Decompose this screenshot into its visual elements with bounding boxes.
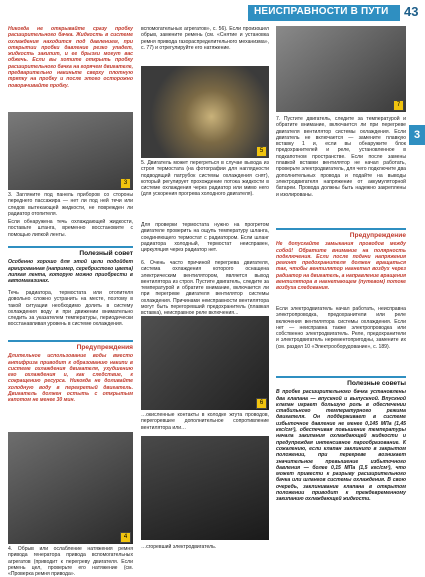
photo-belt [8, 432, 133, 544]
photo-fan-motor [141, 436, 269, 540]
tip-title: Полезный совет [79, 250, 133, 257]
col2-top-text: вспомогательных агрегатов», с. 56). Если произошел обрыв, замените ремень (см. «Снятие и установка ремня привода газораспределительного механизма», с. 77) и отрегулируйте его натяжение. [141, 26, 269, 51]
warning-text: Никогда не открывайте сразу пробку расширительного бачка. Жидкость в системе охлаждения находится под давлением, при открытии пробки давление резко упадет, жидкость закипит, и ее брызги могут вас обжечь. Если вы хотите открыть пробку расширительного бачка на горячем двигателе, предварительно накиньте сверху плотную тряпку на пробку и после этого осторожно поворачивайте пробку. [8, 26, 133, 89]
col2-check [141, 222, 269, 260]
warning-box-2 [276, 226, 406, 302]
warning-box [8, 338, 133, 404]
step3-text: 3. Загляните под панель приборов со стороны переднего пассажира — нет ли под ней течи или следов вытекающей жидкости, не поврежден ли радиатор отопителя. [8, 192, 133, 217]
caption-bot-text: …сгоревший электродвигатель. [141, 544, 217, 550]
photo-badge: 3 [120, 178, 131, 189]
warning-body-2: Не допускайте замыкания проводов между собой! Обратите внимание на полярность подключения. Если после подачи напряжения ремонт предохранителя должен вращаться так, чтобы вентилятор нагнетал воздух через радиатор на двигатель, а направление вращения вентилятора в нагнетающем (путевом) потоке воздуха следования. [276, 241, 407, 292]
tip-bar [8, 246, 133, 248]
col2-caption-bot [141, 544, 269, 556]
photo-badge: 5 [256, 146, 267, 157]
col1-warning-top [8, 26, 133, 120]
chapter-tab: 3 [409, 125, 425, 145]
warning-bar-2 [276, 228, 406, 230]
caption-mid-text: …окисленные контакты в колодке жгута проводов, перегоревшее дополнительное сопротивление вентилятора или… [141, 412, 269, 431]
page-number: 43 [404, 4, 419, 19]
tips-box [276, 374, 406, 566]
col3-step7 [276, 116, 406, 224]
step4-text: 4. Обрыв или ослабление натяжения ремня привода генератора привода вспомогательных агрегатов (приводит к перегреву двигателя. Если ремень цел, проверьте его натяжение (см. «Проверка ремня привода». [8, 546, 133, 577]
tips-title: Полезные советы [347, 380, 406, 387]
section-title: НЕИСПРАВНОСТИ В ПУТИ [254, 6, 389, 17]
col2-step6 [141, 260, 269, 316]
warning-body: Длительное использование воды вместо антифриза приводит к образованию накипи в системе охлаждения двигателя, ухудшению его охлаждения и, как следствие, к сокращению ресурса. Никогда не доливайте холодную воду в перегретый двигатель. Двигатель должен остыть с открытым капотом не менее 30 мин. [8, 353, 133, 404]
warning-bar [8, 340, 133, 342]
photo-badge: 7 [393, 100, 404, 111]
after-step3-text: Если обнаружена течь охлаждающей жидкости, поставьте штанга, временно восстановите с помощью липкой ленты. [8, 219, 133, 238]
photo-dashboard [8, 112, 133, 190]
tips-bar [276, 376, 406, 378]
step6-text: 6. Очень часто причиной перегрева двигателя, система охлаждения которого оснащена электрическим вентилятором, является выход вентилятора из строя. Пустите двигатель, следите за температурой и обратите внимание, включается ли при перегреве двигателя вентилятор системы охлаждения. Причинами неисправности вентилятора могут быть перегоревший предохранитель (плавкая вставка), неисправное реле включения... [141, 260, 269, 317]
photo-fuse-block [276, 26, 406, 112]
photo-fan-connector [141, 316, 269, 410]
tip-box [8, 244, 133, 288]
col2-step5 [141, 160, 269, 220]
step7-text: 7. Пустите двигатель, следите за температурой и обратите внимание, включается ли при перегреве двигателя вентилятор системы охлаждения. Если двигатель не включается — замените плавкую вставку 1 и, если вы обнаружите блок предохранителей и реле, установленное в подкапотном пространстве. Если после замены плавкой вставки вентилятор не начал работать, проверьте электродвигатель, для чего подключите два дополнительных провода и подайте на выводы электродвигателя напряжение от аккумуляторной батареи. Провода должны быть надежно закреплены и изолированы. [276, 116, 406, 198]
photo-badge: 4 [120, 532, 131, 543]
col1-para [8, 290, 133, 334]
warning-title-2: Предупреждение [349, 232, 406, 239]
page-header [0, 0, 425, 26]
step5-text: 5. Двигатель может перегреться в случае выхода из строя термостата (на фотографии для наглядности подводящий патрубок системы охлаждения снят), который регулирует прохождение потока жидкости в системе охлаждения через радиатор или мимо него (для ускорения прогрева холодного двигателя). [141, 160, 269, 198]
col2-caption-mid [141, 412, 269, 434]
warning-title: Предупреждения [76, 344, 133, 351]
tips-text: В пробке расширительного бачка установлены два клапана — впускной и выпускной. Впускной клапан играет большую роль в обеспечении стабильного температурного режима двигателя. Он поддерживает в системе избыточное давление не менее 0,145 МПа (1,45 кгс/см²), обеспечивая повышение температуры начала закипания охлаждающей жидкости и предупреждая интенсивное парообразование. К сожалению, если клапан заклинило в закрытом положении, при перегреве возникает значительное превышение избыточного давления — более 0,15 МПа (1,5 кгс/см²), что может привести к разрыву расширительного бачка или шлангов системы охлаждения. В свою очередь, заклинивание клапана в открытом положении приводит к преждевременному закипанию охлаждающей жидкости. [276, 389, 406, 503]
para-text: Течь радиатора, термостата или отопителя довольно сложно устранить на месте, поэтому в такой ситуации необходимо долить в систему охлаждения воду и при движении внимательно следить за указателем температуры, периодически восстанавливая уровень в системе охлаждения. [8, 290, 133, 328]
check-text: Для проверки термостата нужно на прогретом двигателе проверить на ощупь температуру шланга, соединяющего термостат с радиатором. Если шланг радиатора холодный, термостат неисправен, циркуляция через радиатор нет. [141, 222, 269, 254]
step4-caption [8, 546, 133, 577]
col2-top [141, 26, 269, 66]
tip-text: Особенно хорошо для этой цели подойдет армированная (например, серебристого цвета) липкая лента, которую можно приобрести в автомагазинах. [8, 259, 133, 285]
photo-badge: 6 [256, 398, 267, 409]
col3-para [276, 306, 406, 372]
photo-thermostat [141, 66, 269, 158]
col3-para-text: Если электродвигатель начал работать, неисправна электропроводка, предохранители или реле включения вентилятора системы охлаждения. Если нет — неисправна также электропроводка или собственно электродвигатель. Реле, предохранители и электродвигатель нерементопригодны, замените их (см. раздел 10 «Электрооборудование», с. 189). [276, 306, 406, 350]
